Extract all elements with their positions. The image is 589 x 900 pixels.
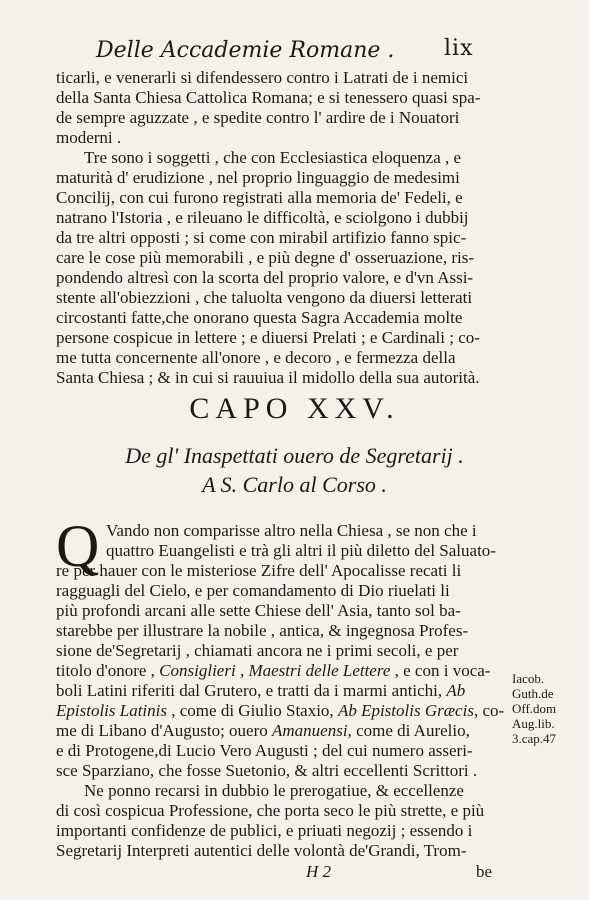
text-line [56,681,465,701]
text-run: , [235,661,249,680]
margin-note-line: Guth.de [512,686,554,701]
text-line: de sempre aguzzate , e spedite contro l' ardire de i Nouatori [56,108,460,127]
text-line: Concilij, con cui furono registrati alla memoria de' Fedeli, e [56,188,463,207]
text-line: Vando non comparisse altro nella Chiesa , se non che i [106,521,477,540]
text-line: me tutta concernente all'onore , e decoro , e fermezza della [56,348,456,367]
page-number: lix [444,36,474,61]
text-line: da tre altri opposti ; si come con mirabil artifizio fanno spic- [56,228,467,247]
text-line [56,701,504,721]
margin-note-line: 3.cap.47 [512,731,557,746]
text-line: sce Sparziano, che fosse Suetonio, & altri eccellenti Scrittori . [56,761,478,780]
text-line: moderni . [56,128,122,147]
italic-run: Amanuensi [272,721,348,740]
text-line [56,721,470,741]
text-run: , e con i voca- [390,661,491,680]
chapter-location: A S. Carlo al Corso . [202,472,387,497]
italic-run: Consiglieri [159,661,236,680]
italic-run: Ab [446,681,466,700]
text-line: e di Protogene,di Lucio Vero Augusti ; del cui numero asseri- [56,741,473,760]
text-line: Tre sono i soggetti , che con Ecclesiastica eloquenza , e [84,148,462,167]
catchword: be [476,862,493,881]
signature-mark: H 2 [306,862,332,881]
margin-note-line: Aug.lib. [512,716,555,731]
text-line: quattro Euangelisti e trà gli altri il più diletto del Saluato- [106,541,496,560]
margin-note-line: Iacob. [512,671,545,686]
text-line: Segretarij Interpreti autentici delle volontà de'Grandi, Trom- [56,841,467,860]
text-line: sione de'Segretarij , chiamati ancora ne i primi secoli, e per [56,641,459,660]
text-run: me di Libano d'Augusto; ouero [56,721,273,740]
text-line: natrano l'Istoria , e rileuano le difficoltà, e sciolgono i dubbij [56,208,469,227]
text-line: Ne ponno recarsi in dubbio le prerogatiue, & eccellenze [84,781,464,800]
text-run: , come di Giulio Staxio, [167,701,338,720]
text-line: stente all'obiezzioni , che taluolta vengono da diuersi letterati [56,288,473,307]
text-run: , co- [473,701,505,720]
text-line: Santa Chiesa ; & in cui si rauuiua il midollo della sua autorità. [56,368,480,387]
italic-run: Ab Epistolis Græcis [337,701,474,720]
chapter-subtitle: De gl' Inaspettati ouero de Segretarij . [125,443,464,468]
text-line: persone cospicue in lettere ; e diuersi Prelati ; e Cardinali ; co- [56,328,480,347]
text-line: re per hauer con le misteriose Zifre dell' Apocalisse recati li [56,561,462,580]
running-head: Delle Accademie Romane . [96,38,395,63]
text-line: maturità d' erudizione , nel proprio linguaggio de medesimi [56,168,460,187]
italic-run: Epistolis Latinis [56,701,167,720]
text-line: pondendo altresì con la scorta del proprio valore, e d'vn Assi- [56,268,474,287]
text-line: circostanti fatte,che onorano questa Sagra Accademia molte [56,308,463,327]
chapter-title: CAPO XXV. [189,392,400,425]
italic-run: Maestri delle Lettere [248,661,391,680]
text-run: boli Latini riferiti dal Grutero, e tratti da i marmi antichi, [56,681,447,700]
margin-note-line: Off.dom [512,701,557,716]
text-run: , come di Aurelio, [347,721,470,740]
text-line: ticarli, e venerarli si difendessero contro i Latrati de i nemici [56,68,469,87]
drop-cap: Q [56,513,100,579]
text-line: più profondi arcani alle sette Chiese dell' Asia, tanto sol ba- [56,601,461,620]
text-line: importanti confidenze de publici, e priuati negozij ; essendo i [56,821,473,840]
text-line: starebbe per illustrare la nobile , antica, & ingegnosa Profes- [56,621,469,640]
text-run: titolo d'onore , [56,661,160,680]
text-line: della Santa Chiesa Cattolica Romana; e si tenessero quasi spa- [56,88,481,107]
text-line: di così cospicua Professione, che porta seco le più strette, e più [56,801,485,820]
text-line [56,661,490,681]
text-line: care le cose più memorabili , e più degne d' osseruazione, ris- [56,248,474,267]
text-line: ragguagli del Cielo, e per comandamento di Dio riuelati li [56,581,450,600]
